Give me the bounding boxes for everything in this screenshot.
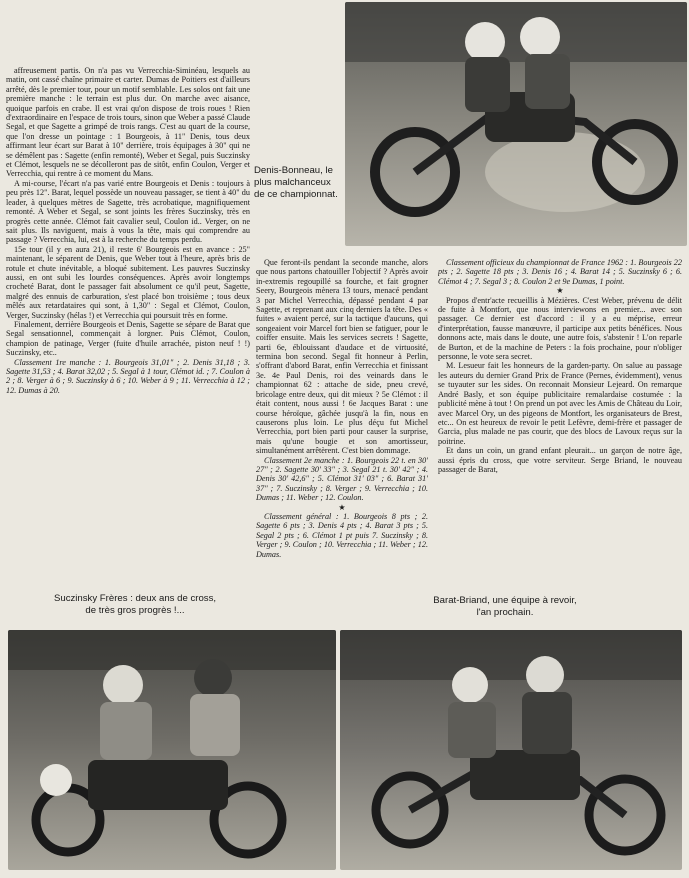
caption-line: de ce championnat. xyxy=(254,189,338,200)
caption-line: l'an prochain. xyxy=(476,607,534,618)
article-column-right xyxy=(438,258,682,590)
photo-suczinsky xyxy=(8,630,336,870)
ranking-general: Classement général : 1. Bourgeois 8 pts ; 2. Sagette 6 pts ; 3. Denis 4 pts ; 4. Barat 3 pts ; 5. Segal 2 pts ; 6. Clémot 1 pt puis 7. Suczinsky ; 8. Verger ; 9. Coulon ; 10. Verrecchia ; 11. Weber ; 12. Dumas. xyxy=(256,511,428,559)
caption-denis-bonneau xyxy=(254,165,354,201)
sidecar-photo-image xyxy=(340,630,682,870)
paragraph: Et dans un coin, un grand enfant pleurait... un garçon de notre âge, aussi épris du cross, que votre serviteur. Serge Briand, le nouveau passager de Barat, xyxy=(438,446,682,474)
paragraph: affreusement partis. On n'a pas vu Verrecchia-Siminéau, lesquels au matin, ont cassé chaîne primaire et carter. Dumas de Poitiers est d'ailleurs arrêté, dès le premier tour, pour un motif semblable. Les solos ont fait une première manche : le terrain est plus dur. On marche avec aisance, quoique parfois en crabe. Il est vrai qu'on dispose de trois roues ! Rien d'extraordinaire en l'espace de trois tours, sinon que Weber a passé Claude Segal, et que Sagette a grimpé de trois rangs. C'est au quart de la course, que l'on dresse un pointage : 1 Bourgeois, à 11" Denis, tous deux affirmant leur écart sur Barat à 10" derrière, trois équipages à 30" qui ne se démêlent pas : Sagette (enfin remonté), Weber et Segal, puis Suczinsky et Clémot, lesquels ne se décolleront pas de sitôt, enfin Coulon, Verger et Verrecchia, qui rentre à ce moment du Mans. xyxy=(6,66,250,179)
paragraph: A mi-course, l'écart n'a pas varié entre Bourgeois et Denis : toujours à peu près 12". Barat, lequel possède un nouveau passager, se tient à 40" du leader, à quelques mètres de Sagette, très acrobatique, magnifiquement remonté. A Weber et Segal, se sont joints les frères Suczinsky, très en progrès cette année. Clémot fait cavalier seul, Coulon id.. Verger, on ne sait plus. Ils naviguent, mais à vous la tête, mais qui comprendre au passage ? Verrecchia, lui, est à la recherche du temps perdu. xyxy=(6,178,250,245)
caption-line: Denis-Bonneau, le xyxy=(254,165,333,176)
paragraph: M. Lesueur fait les honneurs de la garden-party. On salue au passage les auteurs du dernier Grand Prix de France (Pernes, évidemment), venus se tuyauter sur les sides. On reconnait Monsieur Lejeard. On remarque André Basly, et son équipe publicitaire remalardaise costumée : la publicité mène à tout ! On prend un pot avec les Amis de Château du Loir, avec Marcel Ory, un des pigeons de Montfort, les organisateurs de Brest, etc... On est heureux de revoir le petit Lefèvre, demi-frère et passager de Garcia, plus malade ne pas courir, que des blocs de Lavoux reçus sur la poitrine. xyxy=(438,361,682,446)
championship-ranking: Classement officieux du championnat de France 1962 : 1. Bourgeois 22 pts ; 2. Sagette 18 pts ; 3. Denis 16 ; 4. Barat 14 ; 5. Suczinsky 6 ; 6. Clémot 4 ; 7. Segal 3 ; 8. Coulon 2 et 9e Dumas, 1 point. xyxy=(438,258,682,286)
caption-line: plus malchanceux xyxy=(254,177,331,188)
caption-line: Suczinsky Frères : deux ans de cross, xyxy=(53,593,217,604)
paragraph: Finalement, derrière Bourgeois et Denis, Sagette se sépare de Barat que Segal sensationnel, commençait à lorgner. Puis Clémot, Coulon, champion de patinage, Verger (fuite d'huile arrachée, piston neuf ! !) Suczinsky, etc.. xyxy=(6,319,250,358)
photo-denis-bonneau xyxy=(345,2,687,246)
ranking-first-heat: Classement 1re manche : 1. Bourgeois 31,01" ; 2. Denis 31,18 ; 3. Sagette 31,53 ; 4. Barat 32,02 ; 5. Segal à 1 tour, Clémot id. ; 7. Coulon à 2 ; 8. Verger à 6 ; 9. Suczinsky à 6 ; 10. Weber à 9 ; 11. Verrecchia à 12 ; 12. Dumas à 20. xyxy=(6,357,250,395)
photo-barat-briand xyxy=(340,630,682,870)
caption-line: Barat-Briand, une équipe à revoir, xyxy=(433,595,577,606)
article-column-left xyxy=(6,66,250,590)
paragraph: 15e tour (il y en aura 21), il reste 6' Bourgeois est en avance : 25" maintenant, le séparent de Denis, que Weber tout à l'heure, après bris de rotule et chute inévitable, a bloqué subitement. Les pauvres Suczinsky aussi, en ont subi les lourdes conséquences. Après avoir longtemps crocheté Barat, dont le passager fait absolument ce qu'il peut, Sagette, malgré des ennuis de carburation, s'est placé bon troisième ; tous deux mêlés aux retardataires qui sont, à 1,30" : Segal et Clémot, Coulon, Verger, Suczinsky (hélas !) et Verrecchia qui poursuit très en forme. xyxy=(6,244,250,320)
caption-line: de très gros progrès !... xyxy=(85,605,185,616)
caption-barat-briand xyxy=(380,595,630,619)
caption-suczinsky xyxy=(10,593,260,617)
sidecar-photo-image xyxy=(8,630,336,870)
ranking-second-heat: Classement 2e manche : 1. Bourgeois 22 t. en 30' 27" ; 2. Sagette 30' 33" ; 3. Segal 21 t. 30' 42" ; 4. Denis 30' 42,6" ; 5. Clémot 31' 03" ; 6. Barat 31' 37" ; 7. Suczinsky ; 8. Verger ; 9. Verrecchia ; 10. Dumas ; 11. Weber ; 12. Coulon. xyxy=(256,455,428,503)
paragraph: Propos d'entr'acte recueillis à Mézières. C'est Weber, prévenu de délit de fuite à Montfort, que nous interviewons en premier... avec son passager. Ce dernier est d'accord : il y a eu méprise, erreur d'interprétation, fausse manœuvre, il participe aux petits bénéfices. Nous donnons acte, mais dans le doute, une autre fois, s'abstenir ! L'on reparle de Burton, et de la machine de Peters : la fois prochaine, pour n'obliger personne, le vote sera secret. xyxy=(438,295,682,362)
sidecar-photo-image xyxy=(345,2,687,246)
separator-star: ★ xyxy=(556,286,564,296)
article-column-middle xyxy=(256,258,428,590)
separator-star: ★ xyxy=(338,502,346,512)
paragraph: Que feront-ils pendant la seconde manche, alors que nous partons chatouiller l'objectif ? Après avoir in-extremis regoupillé sa fourche, et fait grogner Seery, Bourgeois mènera 13 tours, menacé pendant 3 par Michel Verrecchia, dépassé pendant 4 par Sagette, et reprenant aux cinq derniers la tête. Des « fuites » avaient percé, sur la tactique d'aucuns, qui songeaient voir Marcel fort bien se fatiguer, pour le coiffer ensuite. Mais les services secrets ! Sagette, parti 6e, éblouissant d'audace et de virtuosité, termina bon second. Segal fit honneur à Perlin, s'offrant d'abord Barat, enfin Verrecchia et finissant 3e. 4e Paul Denis, roi des veinards dans le championnat 62 : attache de side, pneu crevé, bricolage entre deux, qui dit mieux ? 5e Clémot : il était content, nous aussi ! 6e Jacques Barat : une course héroïque, gâchée jusqu'à la fin, nous en causerons plus loin. Le plus déçu fut Michel Verrecchia, port bien parti pour causer la surprise, mais qu'une bougie et son amortisseur, simultanément arrêtèrent. C'est bien dommage. xyxy=(256,258,428,456)
